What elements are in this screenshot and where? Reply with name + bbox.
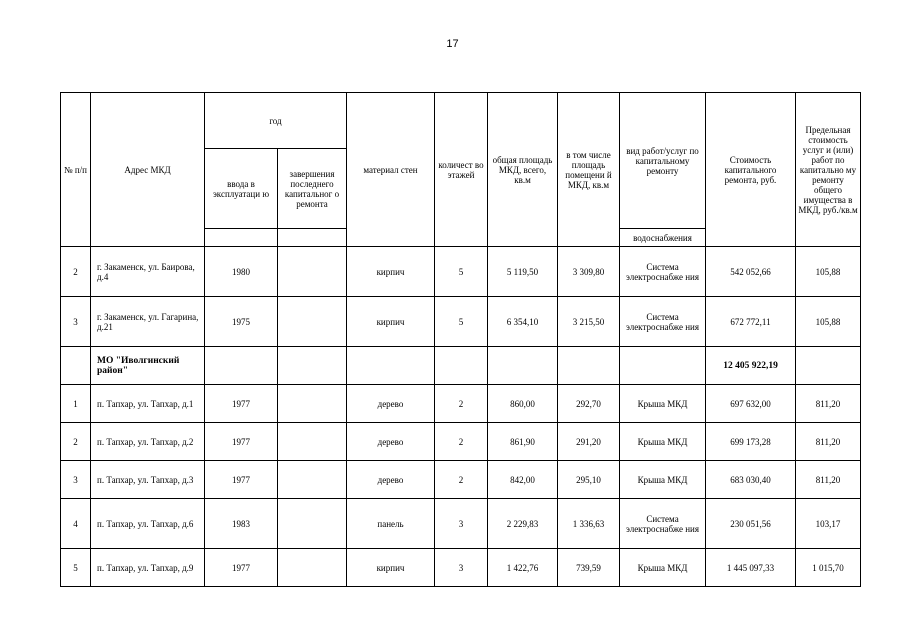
row-incl-area: 3 309,80 (558, 247, 620, 297)
row-material: дерево (347, 385, 435, 423)
row-material: кирпич (347, 549, 435, 587)
row-total-area: 860,00 (488, 385, 558, 423)
row-material: кирпич (347, 297, 435, 347)
row-total-area: 861,90 (488, 423, 558, 461)
table-row (61, 423, 861, 461)
row-total-area: 6 354,10 (488, 297, 558, 347)
mo-blank-cell (435, 347, 488, 385)
row-floors: 5 (435, 247, 488, 297)
header-address: Адрес МКД (91, 93, 205, 247)
row-cost: 699 173,28 (706, 423, 796, 461)
row-num: 2 (61, 423, 91, 461)
header-wall-material: материал стен (347, 93, 435, 247)
continuation-cell: водоснабжения (620, 229, 706, 247)
row-max-cost: 105,88 (796, 247, 861, 297)
table-row (61, 549, 861, 587)
row-work: Крыша МКД (620, 549, 706, 587)
mo-subtotal-row (61, 347, 861, 385)
row-num: 5 (61, 549, 91, 587)
header-num: № п/п (61, 93, 91, 247)
table-row (61, 247, 861, 297)
mo-blank-cell (347, 347, 435, 385)
row-cost: 1 445 097,33 (706, 549, 796, 587)
table-row (61, 499, 861, 549)
row-repair-year (278, 549, 347, 587)
row-repair-year (278, 297, 347, 347)
page-number: 17 (446, 38, 459, 50)
row-total-area: 2 229,83 (488, 499, 558, 549)
row-repair-year (278, 385, 347, 423)
row-num: 4 (61, 499, 91, 549)
table-row (61, 385, 861, 423)
row-total-area: 1 422,76 (488, 549, 558, 587)
row-year: 1983 (205, 499, 278, 549)
row-work: Крыша МКД (620, 461, 706, 499)
header-year-last-repair-blank (278, 229, 347, 247)
mo-blank-cell (558, 347, 620, 385)
row-work: Крыша МКД (620, 423, 706, 461)
row-floors: 3 (435, 499, 488, 549)
row-repair-year (278, 461, 347, 499)
row-max-cost: 103,17 (796, 499, 861, 549)
header-year-commissioning: ввода в эксплуатаци ю (205, 149, 278, 229)
row-material: дерево (347, 461, 435, 499)
row-year: 1977 (205, 423, 278, 461)
row-total-area: 842,00 (488, 461, 558, 499)
row-cost: 542 052,66 (706, 247, 796, 297)
row-repair-year (278, 499, 347, 549)
row-floors: 5 (435, 297, 488, 347)
mo-blank-cell (488, 347, 558, 385)
row-address: г. Закаменск, ул. Гагарина, д.21 (91, 297, 205, 347)
row-max-cost: 811,20 (796, 385, 861, 423)
row-repair-year (278, 247, 347, 297)
header-incl-area: в том числе площадь помещени й МКД, кв.м (558, 93, 620, 247)
row-num: 3 (61, 461, 91, 499)
row-year: 1977 (205, 549, 278, 587)
row-year: 1980 (205, 247, 278, 297)
row-year: 1977 (205, 385, 278, 423)
header-floors: количест во этажей (435, 93, 488, 247)
row-incl-area: 295,10 (558, 461, 620, 499)
table-header (61, 93, 861, 247)
row-address: п. Тапхар, ул. Тапхар, д.3 (91, 461, 205, 499)
row-work: Система электроснабже ния (620, 297, 706, 347)
row-address: п. Тапхар, ул. Тапхар, д.2 (91, 423, 205, 461)
row-num: 3 (61, 297, 91, 347)
table-row (61, 461, 861, 499)
header-year-commissioning-blank (205, 229, 278, 247)
row-repair-year (278, 423, 347, 461)
mo-total: 12 405 922,19 (706, 347, 796, 385)
row-floors: 3 (435, 549, 488, 587)
row-num: 2 (61, 247, 91, 297)
header-year-last-repair: завершения последнего капитальног о ремонта (278, 149, 347, 229)
row-cost: 697 632,00 (706, 385, 796, 423)
row-incl-area: 1 336,63 (558, 499, 620, 549)
row-incl-area: 3 215,50 (558, 297, 620, 347)
table-row (61, 297, 861, 347)
row-address: п. Тапхар, ул. Тапхар, д.1 (91, 385, 205, 423)
row-incl-area: 291,20 (558, 423, 620, 461)
mo-name: МО "Иволгинский район" (91, 347, 205, 385)
row-floors: 2 (435, 461, 488, 499)
header-repair-cost: Стоимость капитального ремонта, руб. (706, 93, 796, 247)
mo-blank-cell (205, 347, 278, 385)
row-address: п. Тапхар, ул. Тапхар, д.6 (91, 499, 205, 549)
row-max-cost: 811,20 (796, 461, 861, 499)
row-material: панель (347, 499, 435, 549)
row-work: Система электроснабже ния (620, 499, 706, 549)
row-incl-area: 739,59 (558, 549, 620, 587)
row-address: г. Закаменск, ул. Баирова, д.4 (91, 247, 205, 297)
header-work-type: вид работ/услуг по капитальному ремонту (620, 93, 706, 229)
mo-blank-cell (278, 347, 347, 385)
header-total-area: общая площадь МКД, всего, кв.м (488, 93, 558, 247)
row-material: дерево (347, 423, 435, 461)
row-work: Крыша МКД (620, 385, 706, 423)
row-year: 1977 (205, 461, 278, 499)
row-cost: 683 030,40 (706, 461, 796, 499)
mo-num-blank (61, 347, 91, 385)
repair-register-table (60, 92, 861, 587)
mo-blank-cell (620, 347, 706, 385)
row-year: 1975 (205, 297, 278, 347)
row-max-cost: 811,20 (796, 423, 861, 461)
row-work: Система электроснабже ния (620, 247, 706, 297)
row-num: 1 (61, 385, 91, 423)
row-max-cost: 105,88 (796, 297, 861, 347)
row-material: кирпич (347, 247, 435, 297)
row-max-cost: 1 015,70 (796, 549, 861, 587)
row-floors: 2 (435, 385, 488, 423)
row-total-area: 5 119,50 (488, 247, 558, 297)
row-cost: 672 772,11 (706, 297, 796, 347)
row-floors: 2 (435, 423, 488, 461)
row-incl-area: 292,70 (558, 385, 620, 423)
header-max-cost: Предельная стоимость услуг и (или) работ по капитально му ремонту общего имущества в МКД, руб./кв.м (796, 93, 861, 247)
mo-blank-cell (796, 347, 861, 385)
row-address: п. Тапхар, ул. Тапхар, д.9 (91, 549, 205, 587)
table-body (61, 247, 861, 587)
row-cost: 230 051,56 (706, 499, 796, 549)
header-year: год (205, 93, 347, 149)
